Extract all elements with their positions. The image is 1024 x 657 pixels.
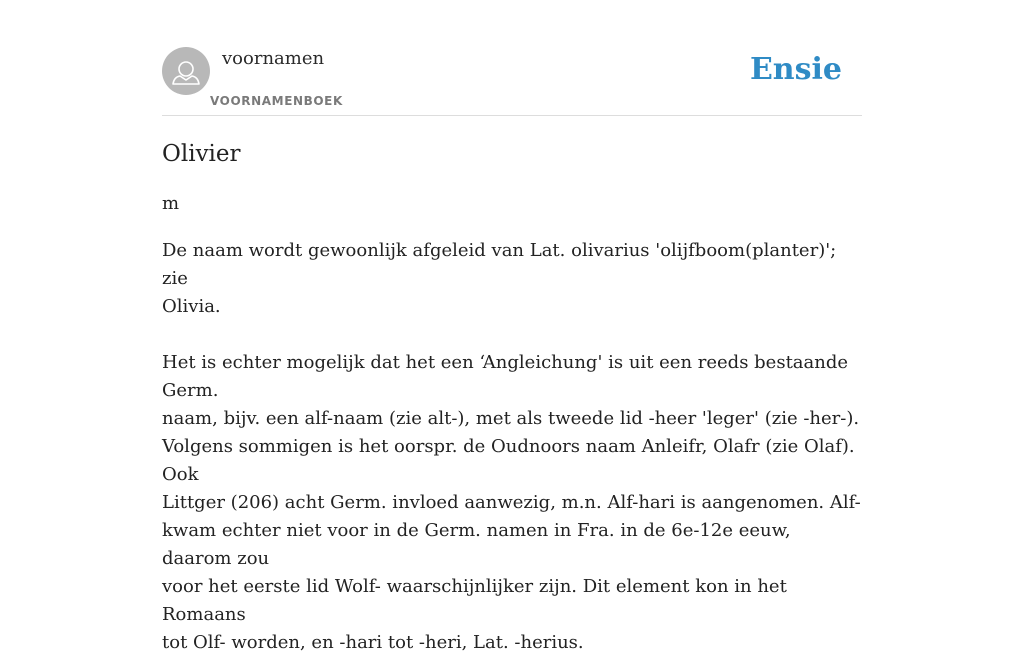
book-title[interactable]: voornamen xyxy=(222,48,325,69)
entry-title: Olivier xyxy=(162,141,241,167)
ensie-logo[interactable]: Ensie xyxy=(749,52,842,87)
book-subtitle[interactable]: VOORNAMENBOEK xyxy=(210,94,343,108)
entry-gender: m xyxy=(162,193,180,214)
entry-paragraph: Het is echter mogelijk dat het een ‘Angleichung' is uit een reeds bestaande Germ. naam, bijv. een alf-naam (zie alt-), met als tweede lid -heer 'leger' (zie -her-). Volgens sommigen is het oorspr. de Oudnoors naam Anleifr, Olafr (zie Olaf). Ook Littger (206) acht Germ. invloed aanwezig, m.n. Alf-hari is aangenomen. Alf- kwam echter niet voor in de Germ. namen in Fra. in de 6e-12e eeuw, daarom zou voor het eerste lid Wolf- waarschijnlijker zijn. Dit element kon in het Romaans tot Olf- worden, en -hari tot -heri, Lat. -herius. xyxy=(162,352,861,653)
entry-content xyxy=(162,138,862,657)
user-avatar-icon[interactable] xyxy=(162,47,210,95)
header-divider xyxy=(162,115,862,116)
entry-paragraph: De naam wordt gewoonlijk afgeleid van Lat. olivarius 'olijfboom(planter)'; zie Olivia. xyxy=(162,240,837,317)
header xyxy=(162,47,862,115)
